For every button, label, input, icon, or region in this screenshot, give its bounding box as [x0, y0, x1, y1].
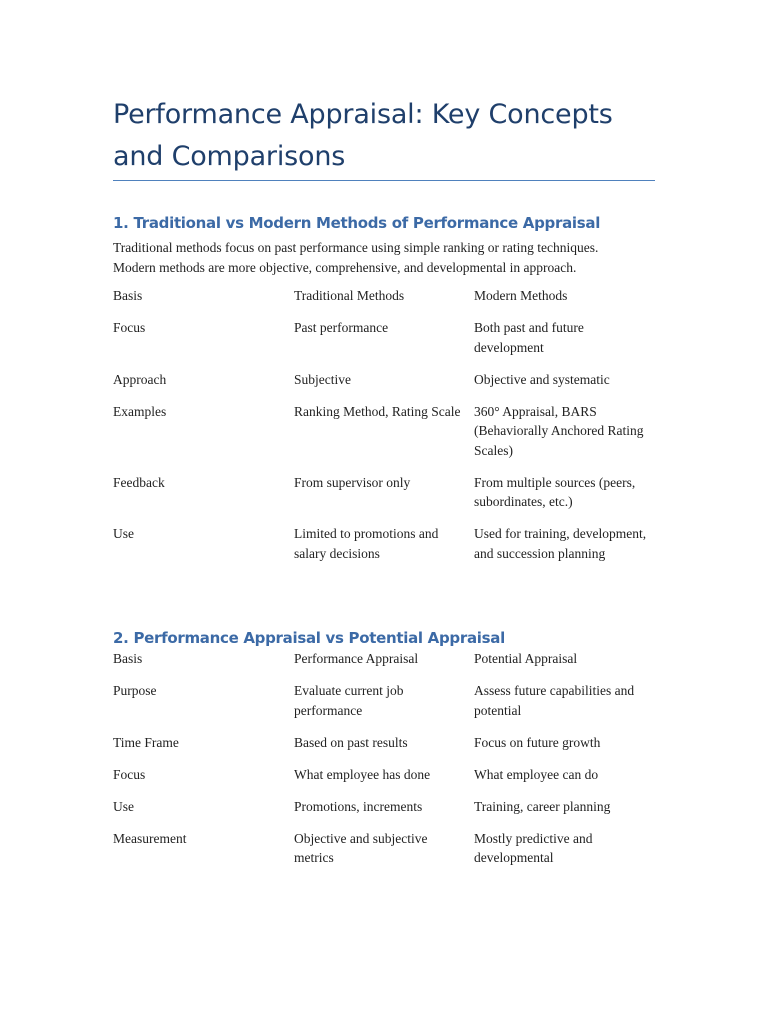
- table-cell: Based on past results: [294, 734, 408, 750]
- section-1-intro: [113, 238, 655, 277]
- table-cell: What employee has done: [294, 766, 431, 782]
- table-cell: Training, career planning: [474, 798, 611, 814]
- table-row: [113, 733, 655, 765]
- header-cell: Performance Appraisal: [294, 651, 419, 666]
- header-cell: Basis: [113, 288, 143, 303]
- table-cell: Evaluate current job performance: [294, 683, 404, 718]
- table-cell: Mostly predictive and developmental: [474, 830, 593, 865]
- header-cell: Modern Methods: [474, 288, 568, 303]
- table-header-row: [113, 286, 655, 318]
- table-cell: Measurement: [113, 830, 187, 846]
- table-cell: Feedback: [113, 474, 165, 490]
- table-cell: Examples: [113, 403, 167, 419]
- table-cell: Promotions, increments: [294, 798, 423, 814]
- table-cell: What employee can do: [474, 766, 599, 782]
- table-cell: Objective and systematic: [474, 371, 610, 387]
- table-cell: From supervisor only: [294, 474, 411, 490]
- table-cell: Subjective: [294, 371, 351, 387]
- table-cell: From multiple sources (peers, subordinates, etc.): [474, 474, 636, 509]
- table-cell: Focus: [113, 320, 146, 335]
- table-cell: Used for training, development, and succession planning: [474, 526, 647, 561]
- table-row: [113, 829, 655, 881]
- header-cell: Potential Appraisal: [474, 651, 578, 666]
- table-row: [113, 524, 655, 576]
- intro-line: Traditional methods focus on past performance using simple ranking or rating techniques.: [113, 240, 599, 255]
- header-cell: Traditional Methods: [294, 288, 405, 303]
- table-row: [113, 765, 655, 797]
- table-cell: Assess future capabilities and potential: [474, 683, 635, 718]
- table-row: [113, 797, 655, 829]
- table-cell: Use: [113, 798, 134, 814]
- section-2-heading: 2. Performance Appraisal vs Potential Appraisal: [113, 629, 505, 647]
- title-divider: [113, 180, 655, 181]
- table-cell: Focus on future growth: [474, 734, 601, 750]
- table-cell: Objective and subjective metrics: [294, 830, 428, 865]
- table-cell: Past performance: [294, 320, 389, 335]
- document-title: Performance Appraisal: Key Concepts and Comparisons: [113, 99, 613, 172]
- table-cell: Time Frame: [113, 734, 179, 750]
- header-cell: Basis: [113, 651, 143, 666]
- table-cell: Use: [113, 526, 134, 541]
- table-cell: 360° Appraisal, BARS (Behaviorally Anchored Rating Scales): [474, 403, 644, 458]
- table-cell: Ranking Method, Rating Scale: [294, 403, 461, 419]
- intro-line: Modern methods are more objective, comprehensive, and developmental in approach.: [113, 259, 577, 275]
- table-row: [113, 318, 655, 370]
- table-cell: Approach: [113, 371, 167, 387]
- table-row: [113, 370, 655, 402]
- table-row: [113, 473, 655, 525]
- table-cell: Purpose: [113, 683, 157, 698]
- performance-vs-potential-table: [113, 649, 655, 880]
- section-1-heading: 1. Traditional vs Modern Methods of Performance Appraisal: [113, 214, 601, 232]
- table-cell: Limited to promotions and salary decisions: [294, 526, 439, 561]
- table-cell: Focus: [113, 766, 146, 782]
- table-cell: Both past and future development: [474, 320, 584, 355]
- table-header-row: [113, 649, 655, 681]
- traditional-vs-modern-table: [113, 286, 655, 576]
- table-row: [113, 681, 655, 733]
- table-row: [113, 402, 655, 473]
